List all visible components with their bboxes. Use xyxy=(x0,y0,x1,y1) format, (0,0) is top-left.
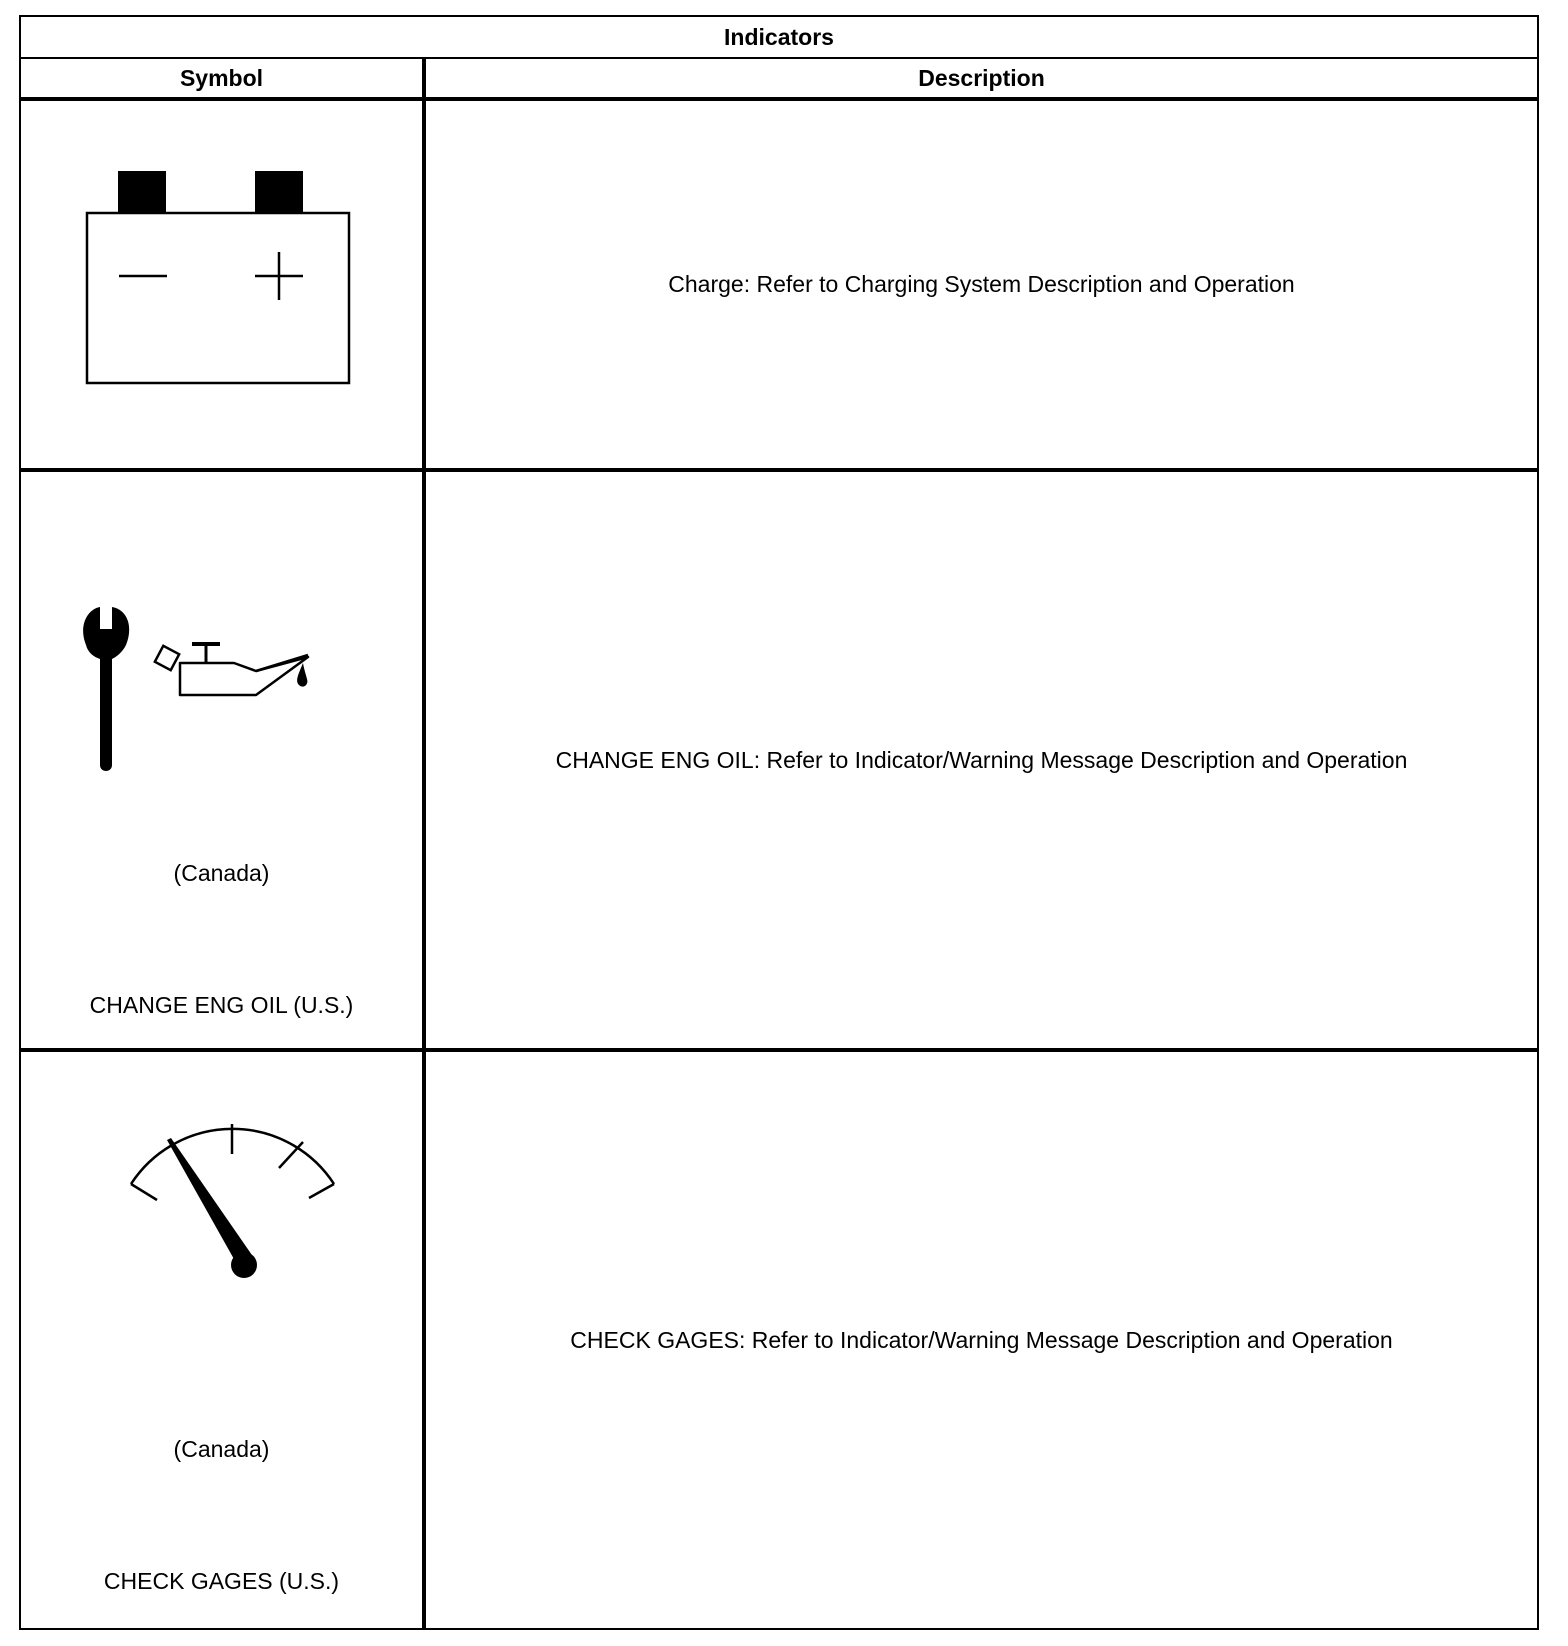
gauge-icon xyxy=(101,1120,351,1290)
battery-icon xyxy=(83,165,353,385)
symbol-caption: (Canada) xyxy=(173,860,270,886)
table-row xyxy=(21,1052,1537,1628)
description-cell: CHANGE ENG OIL: Refer to Indicator/Warning Message Description and Operation xyxy=(555,746,1408,773)
table-row xyxy=(21,101,1537,472)
header-symbol: Symbol xyxy=(21,59,426,97)
symbol-caption: CHANGE ENG OIL (U.S.) xyxy=(89,992,354,1018)
header-description: Description xyxy=(918,64,1045,91)
wrench-oil-can-icon xyxy=(76,605,326,775)
symbol-cell xyxy=(21,472,426,1048)
symbol-cell xyxy=(21,1052,426,1628)
table-row xyxy=(21,472,1537,1052)
symbol-cell xyxy=(21,101,426,468)
description-cell: CHECK GAGES: Refer to Indicator/Warning Message Description and Operation xyxy=(570,1326,1393,1353)
symbol-caption: CHECK GAGES (U.S.) xyxy=(103,1568,340,1594)
description-cell: Charge: Refer to Charging System Description and Operation xyxy=(668,271,1295,297)
symbol-caption: (Canada) xyxy=(173,1436,270,1462)
table-header-row xyxy=(21,59,1537,101)
indicators-table xyxy=(19,15,1539,1630)
table-title: Indicators xyxy=(21,17,1537,59)
